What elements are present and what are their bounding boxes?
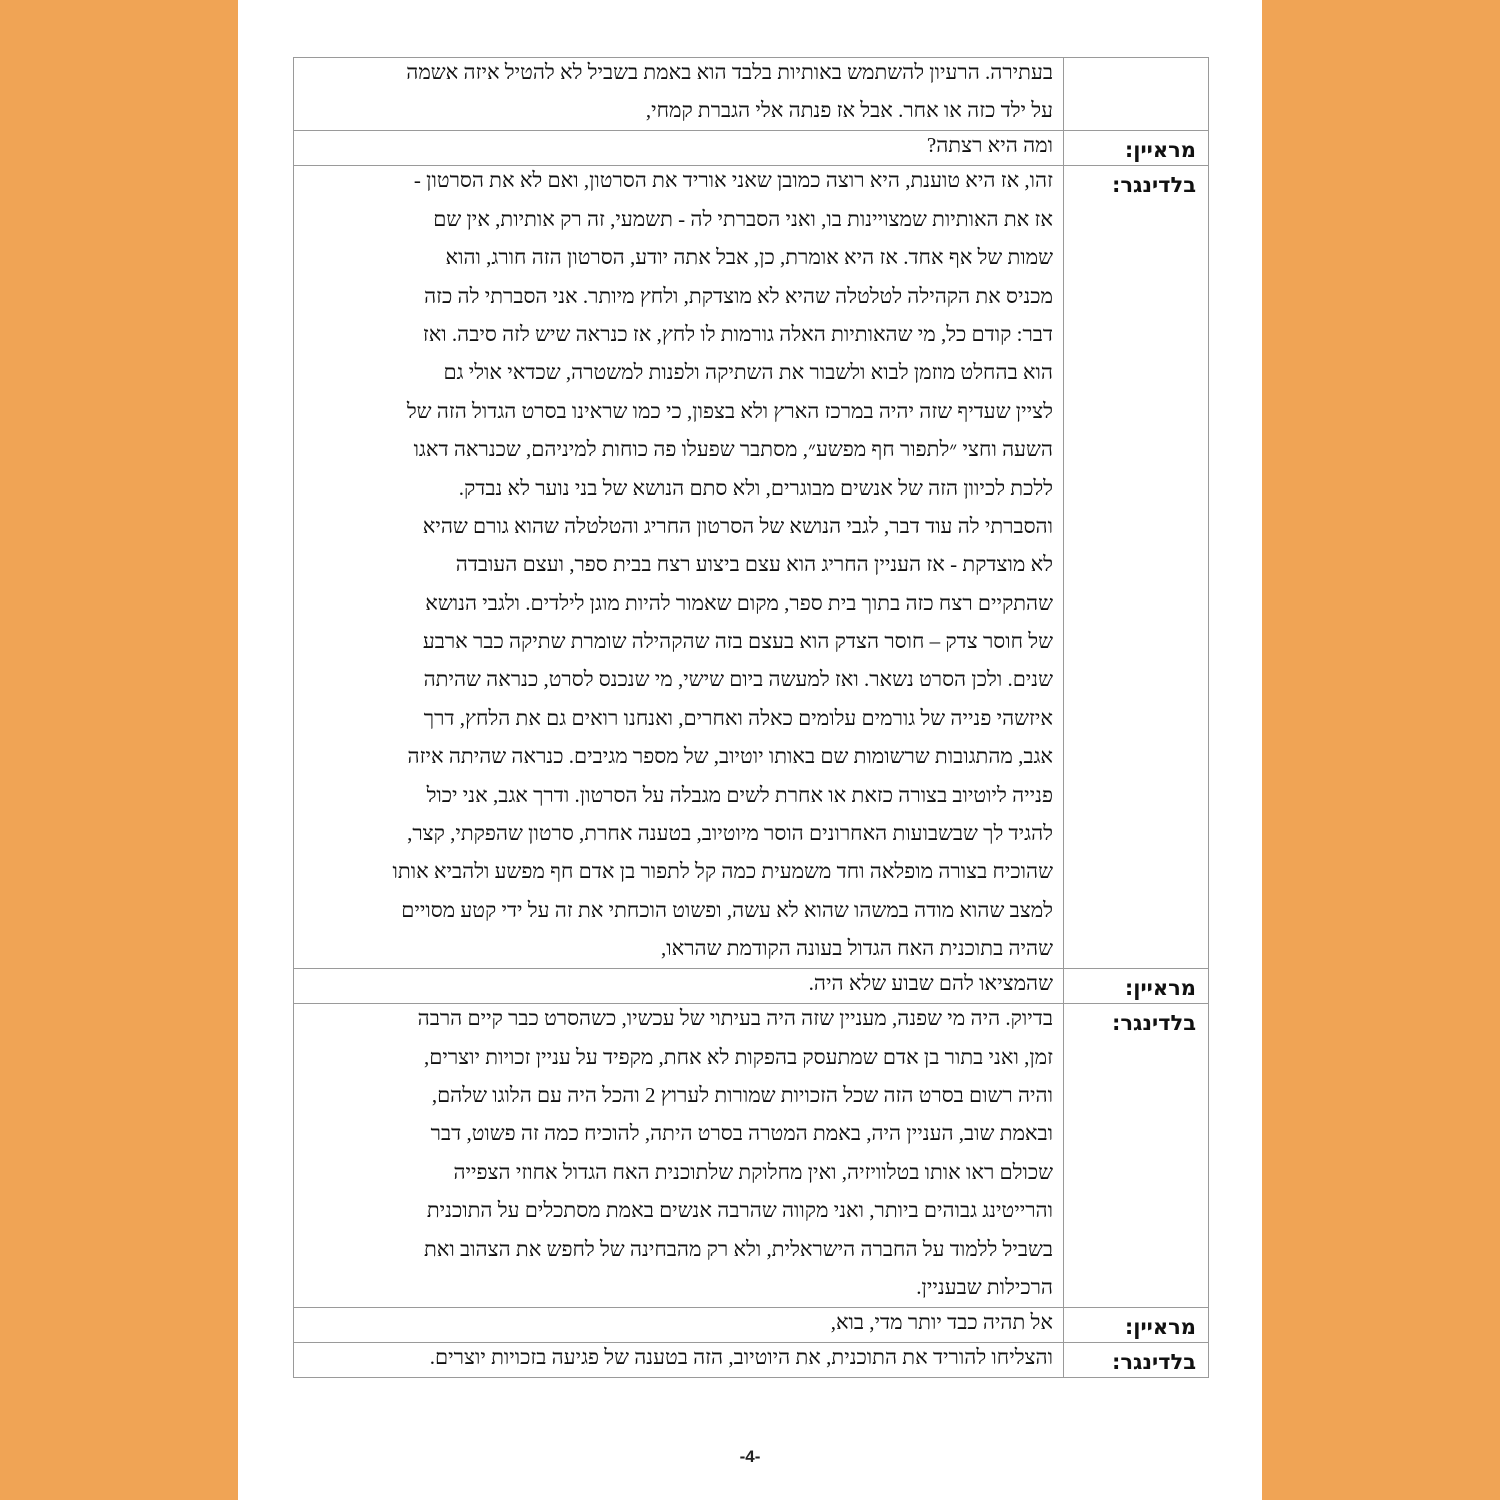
text-line: הוא בהחלט מוזמן לבוא ולשבור את השתיקה ולפנות למשטרה, שכדאי אולי גם	[443, 360, 1053, 385]
speaker-label: בלדינגר:	[1064, 1342, 1209, 1377]
text-line: איזשהי פנייה של גורמים עלומים כאלה ואחרים, ואנחנו רואים גם את הלחץ, דרך	[423, 705, 1053, 730]
text-line: ללכת לכיוון הזה של אנשים מבוגרים, ולא סתם הנושא של בני נוער לא נבדק.	[458, 475, 1053, 500]
speaker-label: מראיין:	[1064, 969, 1209, 1004]
text-line: מכניס את הקהילה לטלטלה שהיא לא מוצדקת, ולחץ מיותר. אני הסברתי לה כזה	[424, 283, 1053, 308]
speech-text	[294, 58, 1064, 131]
text-line: השעה וחצי ״לתפור חף מפשע״, מסתבר שפעלו פה כוחות למיניהם, שכנראה דאגו	[413, 437, 1053, 462]
text-line: זהו, אז היא טוענת, היא רוצה כמובן שאני אוריד את הסרטון, ואם לא את הסרטון -	[413, 168, 1053, 193]
text-line: שהתקיים רצח כזה בתוך בית ספר, מקום שאמור להיות מוגן לילדים. ולגבי הנושא	[425, 590, 1053, 615]
text-line: ומה היא רצתה?	[926, 133, 1053, 158]
text-line: והרייטינג גבוהים ביותר, ואני מקווה שהרבה אנשים באמת מסתכלים על התוכנית	[426, 1198, 1053, 1223]
text-line: להגיד לך שבשבועות האחרונים הוסר מיוטיוב, בטענה אחרת, סרטון שהפקתי, קצר,	[407, 821, 1053, 846]
page-number: -4-	[739, 1447, 761, 1466]
text-line: למצב שהוא מודה במשהו שהוא לא עשה, ופשוט הוכחתי את זה על ידי קטע מסויים	[401, 897, 1053, 922]
text-line: שהיה בתוכנית האח הגדול בעונה הקודמת שהראו,	[661, 936, 1053, 961]
text-line: אז את האותיות שמצויינות בו, ואני הסברתי לה - תשמעי, זה רק אותיות, אין שם	[433, 206, 1053, 231]
text-line: בשביל ללמוד על החברה הישראלית, ולא רק מהבחינה של לחפש את הצהוב ואת	[424, 1236, 1053, 1261]
text-line: של חוסר צדק – חוסר הצדק הוא בעצם בזה שהקהילה שומרת שתיקה כבר ארבע	[422, 629, 1053, 654]
text-line: שנים. ולכן הסרט נשאר. ואז למעשה ביום שישי, מי שנכנס לסרט, כנראה שהיתה	[423, 667, 1053, 692]
speaker-label	[1064, 58, 1209, 131]
speaker-label: מראיין:	[1064, 131, 1209, 166]
text-line: שהמציאו להם שבוע שלא היה.	[808, 971, 1053, 996]
text-line: דבר: קודם כל, מי שהאותיות האלה גורמות לו לחץ, אז כנראה שיש לזה סיבה. ואז	[422, 321, 1053, 346]
speech-text	[294, 1342, 1064, 1377]
transcript-row	[294, 1342, 1209, 1377]
speech-text	[294, 166, 1064, 969]
transcript-row	[294, 969, 1209, 1004]
transcript-row	[294, 1004, 1209, 1308]
speech-text	[294, 1307, 1064, 1342]
text-line: שמות של אף אחד. אז היא אומרת, כן, אבל אתה יודע, הסרטון הזה חורג, והוא	[445, 245, 1053, 270]
text-line: והצליחו להוריד את התוכנית, את היוטיוב, הזה בטענה של פגיעה בזכויות יוצרים.	[429, 1344, 1053, 1369]
speech-text	[294, 969, 1064, 1004]
text-line: בעתירה. הרעיון להשתמש באותיות בלבד הוא באמת בשביל לא להטיל איזה אשמה	[406, 60, 1053, 84]
speaker-label: בלדינגר:	[1064, 166, 1209, 969]
text-line: על ילד כזה או אחר. אבל אז פנתה אלי הגברת קמחי,	[645, 98, 1053, 123]
transcript-row	[294, 131, 1209, 166]
text-line: שהוכיח בצורה מופלאה וחד משמעית כמה קל לתפור בן אדם חף מפשע ולהביא אותו	[392, 859, 1053, 884]
transcript-row	[294, 1307, 1209, 1342]
speaker-label: בלדינגר:	[1064, 1004, 1209, 1308]
text-line: אגב, מהתגובות שרשומות שם באותו יוטיוב, של מספר מגיבים. כנראה שהיתה איזה	[407, 744, 1053, 769]
text-line: זמן, ואני בתור בן אדם שמתעסק בהפקות לא אחת, מקפיד על עניין זכויות יוצרים,	[423, 1044, 1053, 1069]
text-line: אל תהיה כבד יותר מדי, בוא,	[830, 1309, 1053, 1334]
text-line: בדיוק. היה מי שפנה, מעניין שזה היה בעיתוי של עכשיו, כשהסרט כבר קיים הרבה	[417, 1006, 1053, 1031]
text-line: הרכילות שבעניין.	[916, 1274, 1053, 1299]
speech-text	[294, 1004, 1064, 1308]
text-line: לא מוצדקת - אז העניין החריג הוא עצם ביצוע רצח בבית ספר, ועצם העובדה	[455, 552, 1053, 577]
text-line: לציין שעדיף שזה יהיה במרכז הארץ ולא בצפון, כי כמו שראינו בסרט הגדול הזה של	[406, 398, 1053, 423]
transcript-row	[294, 58, 1209, 131]
text-line: שכולם ראו אותו בטלוויזיה, ואין מחלוקת שלתוכנית האח הגדול אחוזי הצפייה	[453, 1159, 1053, 1184]
text-line: והיה רשום בסרט הזה שכל הזכויות שמורות לערוץ 2 והכל היה עם הלוגו שלהם,	[431, 1082, 1053, 1107]
speech-text	[294, 131, 1064, 166]
text-line: ובאמת שוב, העניין היה, באמת המטרה בסרט היתה, להוכיח כמה זה פשוט, דבר	[430, 1121, 1053, 1146]
text-line: פנייה ליוטיוב בצורה כזאת או אחרת לשים מגבלה על הסרטון. ודרך אגב, אני יכול	[426, 782, 1053, 807]
transcript-row	[294, 166, 1209, 969]
transcript-table	[293, 57, 1209, 1378]
document-page	[238, 0, 1262, 1500]
speaker-label: מראיין:	[1064, 1307, 1209, 1342]
text-line: והסברתי לה עוד דבר, לגבי הנושא של הסרטון החריג והטלטלה שהוא גורם שהיא	[422, 513, 1053, 538]
